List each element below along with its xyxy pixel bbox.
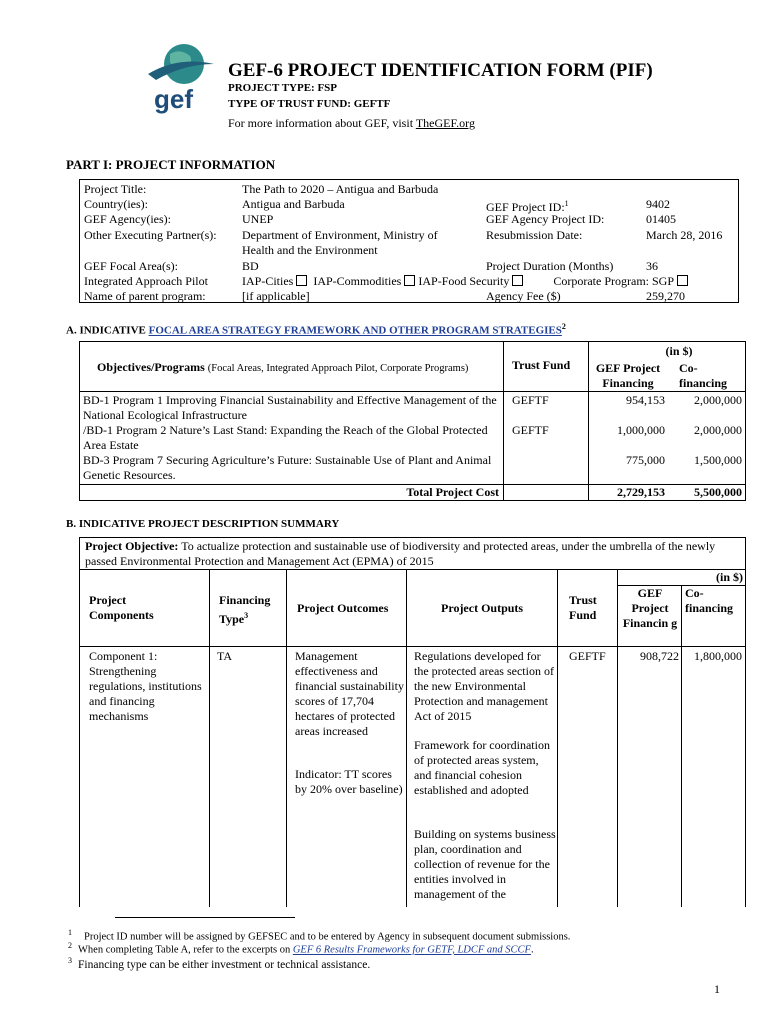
- iap-cities-label: IAP-Cities: [242, 274, 294, 288]
- col-financing-type: Financing Type$^3$: [219, 593, 271, 626]
- value-title: The Path to 2020 – Antigua and Barbuda: [242, 182, 439, 196]
- label-resubmission: Resubmission Date:: [486, 228, 583, 242]
- form-title: GEF-6 PROJECT IDENTIFICATION FORM (PIF): [228, 60, 653, 81]
- info-prefix: For more information about GEF, visit: [228, 116, 416, 130]
- project-info-box: [79, 179, 739, 303]
- label-title: Project Title:: [84, 182, 147, 196]
- gef-row-1: 954,153: [626, 393, 665, 407]
- label-iap: Integrated Approach Pilot: [84, 274, 208, 288]
- value-gef-id: 9402: [646, 197, 670, 211]
- label-partners: Other Executing Partner(s):: [84, 228, 217, 242]
- col-objectives: Objectives/Programs (Focal Areas, Integrated Approach Pilot, Corporate Programs): [97, 360, 469, 374]
- component-1-gef: 908,722: [640, 649, 679, 663]
- corporate-program-checkbox[interactable]: [677, 275, 688, 286]
- component-1-cofin: 1,800,000: [694, 649, 742, 663]
- value-agency-fee: 259,270: [646, 289, 685, 303]
- value-country: Antigua and Barbuda: [242, 197, 345, 211]
- component-1: Component 1: Strengthening regulations, institutions and financing mechanisms: [89, 649, 202, 723]
- iap-food-label: IAP-Food Security: [418, 274, 510, 288]
- page-number: 1: [714, 982, 720, 996]
- component-1-indicator: Indicator: TT scores by 20% over baseline): [295, 767, 403, 796]
- gef-row-2: 1,000,000: [617, 423, 665, 437]
- cofin-row-3: 1,500,000: [694, 453, 742, 467]
- iap-commodities-checkbox[interactable]: [404, 275, 415, 286]
- label-country: Country(ies):: [84, 197, 148, 211]
- footnote-2: $^2$ When completing Table A, refer to the excerpts on GEF 6 Results Frameworks for GETF, LDCF and SCCF.: [68, 941, 534, 956]
- part1-heading: PART I: PROJECT INFORMATION: [66, 157, 276, 172]
- iap-options: [242, 274, 691, 288]
- col-gef-financing: GEF Project Financing: [595, 361, 661, 390]
- col-components: Project Components: [89, 593, 154, 622]
- info-line: [228, 116, 475, 131]
- program-row-1: BD-1 Program 1 Improving Financial Sustainability and Effective Management of the National Ecological Infrastructure: [83, 393, 497, 422]
- section-b-heading: B. INDICATIVE PROJECT DESCRIPTION SUMMARY: [66, 518, 340, 530]
- results-framework-link[interactable]: GEF 6 Results Frameworks for GETF, LDCF and SCCF: [292, 944, 531, 956]
- footnote-rule: [115, 917, 295, 918]
- cofin-row-1: 2,000,000: [694, 393, 742, 407]
- corporate-program-label: Corporate Program: SGP: [553, 274, 675, 288]
- component-1-output-1: Regulations developed for the protected areas section of the new Environmental Protection and management Act of 2015: [414, 649, 554, 723]
- in-usd-b: (in $): [716, 570, 743, 584]
- value-parent-program: [if applicable]: [242, 289, 310, 303]
- label-focal-area: GEF Focal Area(s):: [84, 259, 178, 273]
- label-parent-program: Name of parent program:: [84, 289, 206, 303]
- col-outcomes: Project Outcomes: [297, 601, 389, 615]
- col-trust-fund-b: Trust Fund: [569, 593, 597, 622]
- strategy-link[interactable]: FOCAL AREA STRATEGY FRAMEWORK AND OTHER PROGRAM STRATEGIES: [148, 324, 562, 337]
- component-1-trust: GEFTF: [569, 649, 606, 663]
- value-agency: UNEP: [242, 212, 274, 226]
- trust-fund-type: TYPE OF TRUST FUND: GEFTF: [228, 98, 391, 110]
- col-cofinancing-b: Co-financing: [685, 586, 734, 615]
- footnote-3: $^3$ Financing type can be either investment or technical assistance.: [68, 956, 371, 971]
- cofin-row-2: 2,000,000: [694, 423, 742, 437]
- table-b: [79, 537, 746, 907]
- value-focal-area: BD: [242, 259, 259, 273]
- iap-cities-checkbox[interactable]: [296, 275, 307, 286]
- value-resubmission: March 28, 2016: [646, 228, 723, 242]
- component-1-outcome: Management effectiveness and financial sustainability scores of 17,704 hectares of protected areas increased: [295, 649, 404, 738]
- footnote-1: $^1$ Project ID number will be assigned by GEFSEC and to be entered by Agency in subsequent document submissions.: [68, 928, 571, 943]
- component-1-fin-type: TA: [217, 649, 233, 663]
- component-1-output-2: Framework for coordination of protected areas system, and financial cohesion established and adopted: [414, 738, 550, 797]
- col-outputs: Project Outputs: [441, 601, 524, 615]
- label-agency-id: GEF Agency Project ID:: [486, 212, 605, 226]
- in-usd-a: (in $): [665, 344, 693, 358]
- label-gef-id: GEF Project ID:$^1$: [486, 199, 569, 214]
- program-row-2: /BD-1 Program 2 Nature’s Last Stand: Expanding the Reach of the Global Protected Area Estate: [83, 423, 488, 452]
- component-1-output-3: Building on systems business plan, coordination and collection of revenue for the entities involved in management of the: [414, 827, 556, 901]
- iap-food-checkbox[interactable]: [512, 275, 523, 286]
- gef-row-3: 775,000: [626, 453, 665, 467]
- project-type: PROJECT TYPE: FSP: [228, 82, 337, 94]
- col-cofinancing: Co-financing: [679, 361, 728, 390]
- project-objective: Project Objective: To actualize protection and sustainable use of biodiversity and protected areas, under the umbrella of the newly passed Environmental Protection and Management Act (EPMA) of 2015: [85, 539, 716, 568]
- label-duration: Project Duration (Months): [486, 259, 614, 273]
- total-gef: 2,729,153: [617, 485, 665, 499]
- col-trust-fund: Trust Fund: [512, 358, 571, 372]
- value-duration: 36: [646, 259, 658, 273]
- iap-commodities-label: IAP-Commodities: [313, 274, 402, 288]
- total-label: Total Project Cost: [406, 485, 499, 499]
- logo-text: gef: [154, 84, 193, 114]
- total-cofin: 5,500,000: [694, 485, 742, 499]
- label-agency: GEF Agency(ies):: [84, 212, 171, 226]
- gef-link[interactable]: TheGEF.org: [415, 116, 475, 130]
- col-gef-financing-b: GEF Project Financin g: [622, 586, 678, 630]
- value-partners: Department of Environment, Ministry of: [242, 228, 438, 242]
- section-a-heading: A. INDICATIVE FOCAL AREA STRATEGY FRAMEWORK AND OTHER PROGRAM STRATEGIES$^2$: [66, 322, 566, 337]
- program-row-3: BD-3 Program 7 Securing Agriculture’s Future: Sustainable Use of Plant and Animal Genetic Resources.: [83, 453, 492, 482]
- trust-row-2: GEFTF: [512, 423, 549, 437]
- trust-row-1: GEFTF: [512, 393, 549, 407]
- table-a: [79, 341, 746, 501]
- gef-logo: [140, 40, 218, 118]
- value-agency-id: 01405: [646, 212, 676, 226]
- label-agency-fee: Agency Fee ($): [486, 289, 561, 303]
- value-partners-cont: Health and the Environment: [242, 243, 378, 257]
